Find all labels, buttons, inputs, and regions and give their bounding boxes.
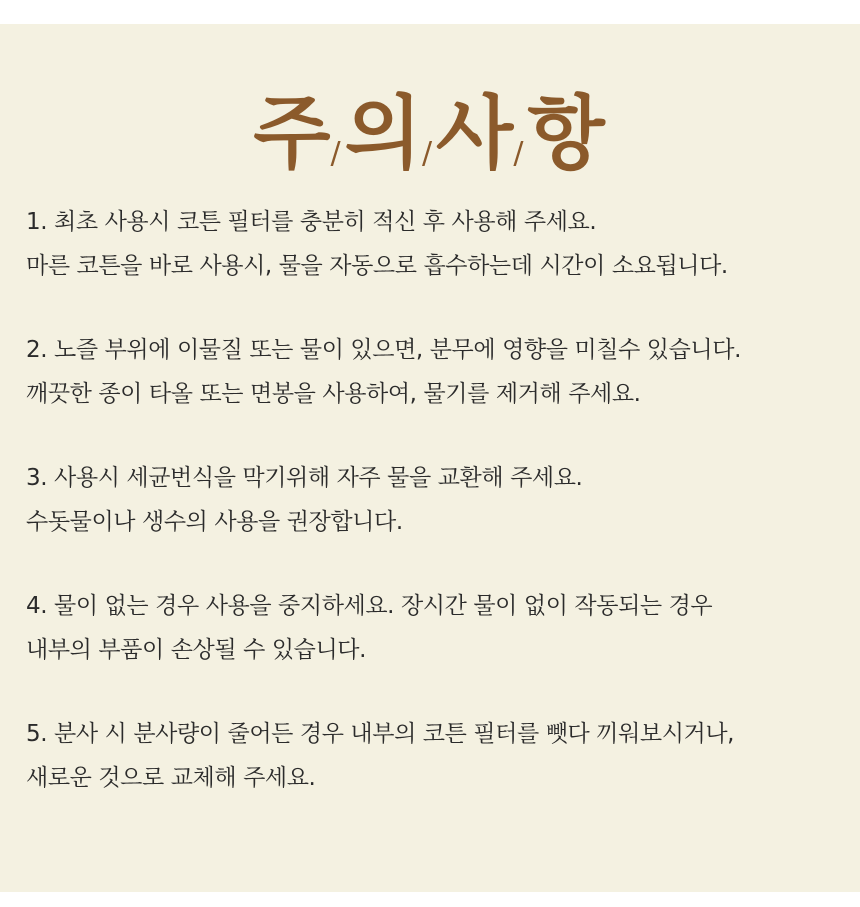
notice-item-2	[26, 328, 856, 416]
notice-line: 1. 최초 사용시 코튼 필터를 충분히 적신 후 사용해 주세요.	[26, 209, 597, 235]
notice-line: 마른 코튼을 바로 사용시, 물을 자동으로 흡수하는데 시간이 소요됩니다.	[26, 253, 728, 279]
notice-line: 깨끗한 종이 타올 또는 면봉을 사용하여, 물기를 제거해 주세요.	[26, 381, 641, 407]
title-char: 항	[527, 87, 607, 180]
title-separator: /	[513, 136, 526, 171]
title-char: 주	[253, 87, 333, 180]
title-separator: /	[330, 136, 343, 171]
notice-item-4	[26, 584, 856, 672]
title-char: 의	[344, 87, 424, 180]
page-title	[0, 84, 860, 204]
notice-line: 3. 사용시 세균번식을 막기위해 자주 물을 교환해 주세요.	[26, 465, 583, 491]
notice-item-5	[26, 712, 856, 800]
title-separator: /	[421, 136, 435, 171]
notice-line: 5. 분사 시 분사량이 줄어든 경우 내부의 코튼 필터를 뺏다 끼워보시거나,	[26, 721, 735, 747]
notice-line: 4. 물이 없는 경우 사용을 중지하세요. 장시간 물이 없이 작동되는 경우	[26, 593, 713, 619]
notice-item-3	[26, 456, 856, 544]
notice-item-1	[26, 200, 856, 288]
notice-line: 수돗물이나 생수의 사용을 권장합니다.	[26, 509, 403, 535]
notice-line: 2. 노즐 부위에 이물질 또는 물이 있으면, 분무에 영향을 미칠수 있습니다.	[26, 337, 741, 363]
notice-list	[26, 200, 856, 840]
notice-line: 새로운 것으로 교체해 주세요.	[26, 765, 316, 791]
notice-line: 내부의 부품이 손상될 수 있습니다.	[26, 637, 367, 663]
title-char: 사	[436, 87, 516, 180]
